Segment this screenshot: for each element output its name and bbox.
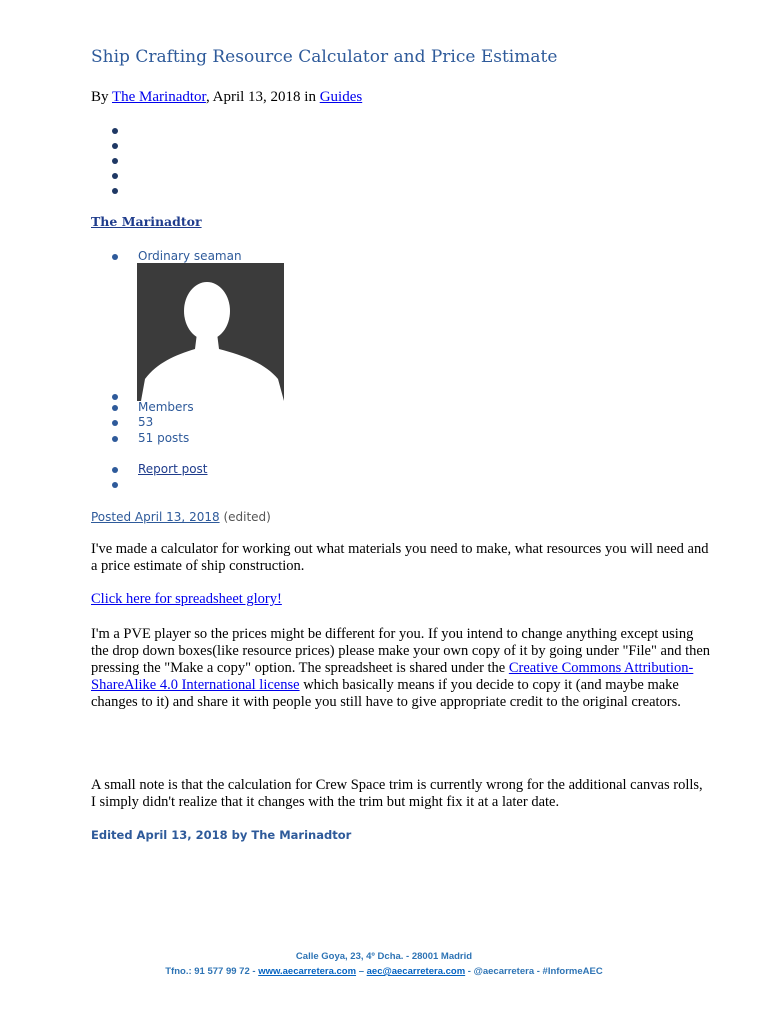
empty-bullet bbox=[112, 188, 118, 194]
footer-separator: – bbox=[356, 966, 367, 977]
edited-label: (edited) bbox=[223, 510, 271, 524]
empty-bullet bbox=[112, 143, 118, 149]
empty-bullet bbox=[112, 173, 118, 179]
posted-date-link[interactable]: Posted April 13, 2018 bbox=[91, 510, 220, 524]
byline-category-link[interactable]: Guides bbox=[319, 89, 363, 105]
footer-email-link[interactable]: aec@aecarretera.com bbox=[366, 966, 466, 977]
footer-social: - @aecarretera - #InformeAEC bbox=[465, 966, 603, 977]
empty-bullet bbox=[112, 128, 118, 134]
byline-author-link[interactable]: The Marinadtor bbox=[111, 89, 206, 105]
footer-contact bbox=[0, 966, 768, 977]
footer-phone: Tfno.: 91 577 99 72 - bbox=[165, 966, 259, 977]
byline-date: , April 13, 2018 in bbox=[205, 89, 320, 105]
list-bullet bbox=[112, 420, 118, 426]
author-rank: Ordinary seaman bbox=[138, 249, 242, 263]
spreadsheet-paragraph bbox=[91, 591, 711, 608]
empty-bullet bbox=[112, 158, 118, 164]
list-bullet bbox=[112, 482, 118, 488]
page-title: Ship Crafting Resource Calculator and Price Estimate bbox=[91, 47, 558, 67]
spreadsheet-link[interactable]: Click here for spreadsheet glory! bbox=[91, 591, 282, 607]
list-bullet bbox=[112, 394, 118, 400]
list-bullet bbox=[112, 467, 118, 473]
license-text-before: I'm a PVE player so the prices might be different for you. If you intend to change anything except using the drop down boxes(like resource prices) please make your own copy of it by going under "File" and then pressing the "Make a copy" option. The spreadsheet is shared under the bbox=[91, 626, 711, 676]
license-paragraph bbox=[91, 626, 711, 711]
list-bullet bbox=[112, 254, 118, 260]
report-post-link[interactable]: Report post bbox=[138, 462, 208, 476]
user-silhouette-icon bbox=[137, 263, 284, 401]
edited-by-note: Edited April 13, 2018 by The Marinadtor bbox=[91, 828, 352, 842]
author-post-count: 51 posts bbox=[138, 431, 190, 445]
license-link[interactable]: Creative Commons Attribution-ShareAlike 4.0 International license bbox=[91, 660, 694, 693]
author-name-link[interactable]: The Marinadtor bbox=[91, 214, 202, 229]
author-member-id: 53 bbox=[138, 415, 154, 429]
author-group: Members bbox=[138, 400, 194, 414]
list-bullet bbox=[112, 405, 118, 411]
list-bullet bbox=[112, 436, 118, 442]
license-text-after: which basically means if you decide to copy it (and maybe make changes to it) and share it with people you still have to give appropriate credit to the original creators. bbox=[91, 677, 681, 710]
note-paragraph: A small note is that the calculation for Crew Space trim is currently wrong for the additional canvas rolls, I simply didn't realize that it changes with the trim but might fix it at a later date. bbox=[91, 777, 703, 810]
byline bbox=[91, 89, 362, 106]
footer-website-link[interactable]: www.aecarretera.com bbox=[258, 966, 357, 977]
posted-line bbox=[91, 510, 271, 524]
avatar[interactable] bbox=[137, 263, 284, 401]
byline-prefix: By bbox=[91, 89, 112, 105]
body-paragraph: I've made a calculator for working out what materials you need to make, what resources you will need and a price estimate of ship construction. bbox=[91, 541, 709, 574]
footer-address: Calle Goya, 23, 4º Dcha. - 28001 Madrid bbox=[295, 951, 473, 962]
